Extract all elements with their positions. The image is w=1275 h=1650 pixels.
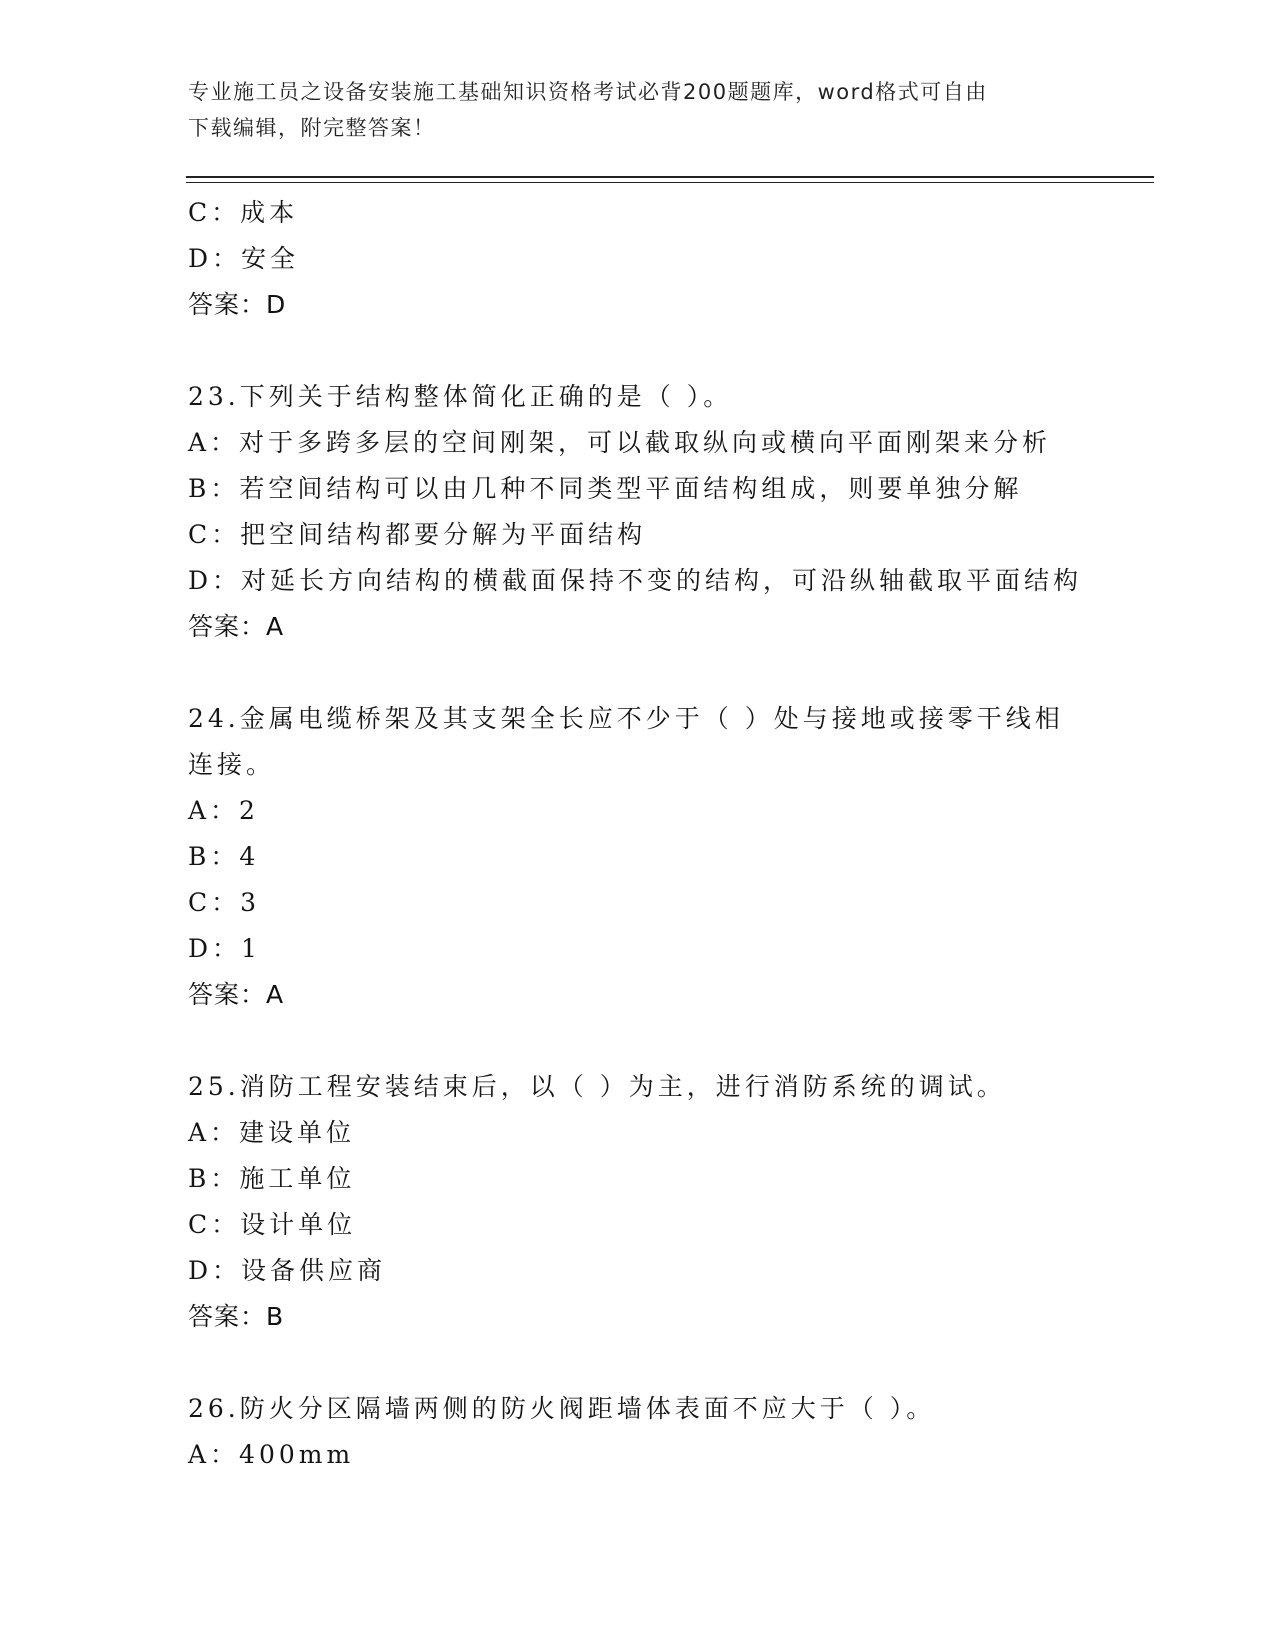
q25-option-d: D：设备供应商	[188, 1256, 387, 1285]
header-title-line-1: 专业施工员之设备安装施工基础知识资格考试必背200题题库，word格式可自由	[188, 80, 988, 104]
header-rule-thin	[186, 182, 1154, 183]
header-title-line-2: 下载编辑，附完整答案！	[188, 116, 436, 140]
q24-option-b: B：4	[188, 842, 260, 871]
q25-option-b: B：施工单位	[188, 1164, 356, 1193]
q22-option-c: C：成本	[188, 198, 299, 227]
question-23	[188, 374, 1148, 650]
q24-question-line-2: 连接。	[188, 750, 276, 779]
q25-question: 25.消防工程安装结束后，以（ ）为主，进行消防系统的调试。	[188, 1072, 1006, 1101]
q23-option-a: A：对于多跨多层的空间刚架，可以截取纵向或横向平面刚架来分析	[188, 428, 1052, 457]
q24-question-line-1: 24.金属电缆桥架及其支架全长应不少于（ ）处与接地或接零干线相	[188, 704, 1064, 733]
question-22	[188, 190, 1148, 328]
spacer	[188, 650, 1148, 696]
q25-option-a: A：建设单位	[188, 1118, 356, 1147]
q22-option-d: D：安全	[188, 244, 300, 273]
q23-option-d: D：对延长方向结构的横截面保持不变的结构，可沿纵轴截取平面结构	[188, 566, 1083, 595]
q23-option-b: B：若空间结构可以由几种不同类型平面结构组成，则要单独分解	[188, 474, 1023, 503]
q23-answer: 答案：A	[188, 612, 285, 641]
q24-option-a: A：2	[188, 796, 259, 825]
q24-answer: 答案：A	[188, 980, 285, 1009]
q22-answer: 答案：D	[188, 290, 287, 319]
q25-option-c: C：设计单位	[188, 1210, 357, 1239]
q24-option-c: C：3	[188, 888, 261, 917]
q23-question: 23.下列关于结构整体简化正确的是（ ）。	[188, 382, 733, 411]
spacer	[188, 1340, 1148, 1386]
question-24	[188, 696, 1148, 1018]
document-header	[188, 74, 1088, 146]
spacer	[188, 328, 1148, 374]
question-list	[188, 190, 1148, 1478]
question-25	[188, 1064, 1148, 1340]
spacer	[188, 1018, 1148, 1064]
q26-option-a: A：400mm	[188, 1440, 355, 1469]
header-rule-thick	[186, 176, 1154, 178]
question-26	[188, 1386, 1148, 1478]
q24-option-d: D：1	[188, 934, 261, 963]
q23-option-c: C：把空间结构都要分解为平面结构	[188, 520, 647, 549]
q25-answer: 答案：B	[188, 1302, 285, 1331]
q26-question: 26.防火分区隔墙两侧的防火阀距墙体表面不应大于（ ）。	[188, 1394, 936, 1423]
